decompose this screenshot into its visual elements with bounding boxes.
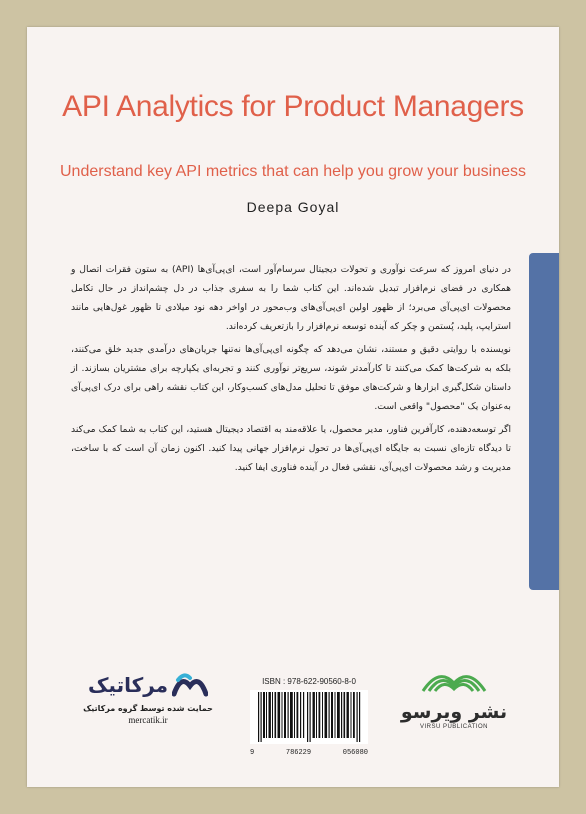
isbn-block (250, 677, 368, 757)
blurb (71, 260, 511, 481)
blurb-paragraph-2: نویسنده با روایتی دقیق و مستند، نشان می‌دهد که چگونه ای‌پی‌آی‌ها نه‌تنها جریان‌های درآمدی جدید خلق می‌کنند، بلکه به شرکت‌ها کمک می‌کنند تا کارآمدتر شوند، سریع‌تر نوآوری کنند و تجربه‌ای یکپارچه برای مشتریان بسازند. از داستان شکل‌گیری ابزارها و شرکت‌های موفق تا تحلیل مدل‌های کسب‌وکار، این کتاب نقشه راهی برای درک ای‌پی‌آی به‌عنوان یک "محصول" واقعی است. (71, 344, 511, 412)
isbn-label: ISBN : 978-622-90560-8-0 (262, 677, 356, 686)
side-color-tab (529, 253, 559, 590)
barcode-digit-prefix: 9 (250, 749, 255, 757)
virsu-publisher-block (399, 669, 509, 730)
book-subtitle: Understand key API metrics that can help you grow your business (59, 163, 526, 180)
website-text: mercatik.ir (128, 715, 168, 725)
mercatik-publisher-block (83, 672, 213, 725)
barcode-digits (250, 749, 368, 757)
book-back-cover (27, 27, 559, 787)
book-title: API Analytics for Product Managers (62, 90, 524, 123)
barcode-digit-group-1: 786229 (285, 749, 312, 757)
mercatik-wave-icon (172, 672, 208, 698)
mercatik-logo-text: مرکاتیک (87, 673, 169, 697)
blurb-paragraph-1: در دنیای امروز که سرعت نوآوری و تحولات دیجیتال سرسام‌آور است، ای‌پی‌آی‌ها (API) به ستون فقرات اتصال و همکاری در فضای نرم‌افزار تبدیل شده‌اند. این کتاب شما را به سفری جذاب در دل چشم‌انداز در حال تکامل محصولات ای‌پی‌آی می‌برد؛ از ظهور اولین ای‌پی‌آی‌های وب‌محور در اواخر دهه نود میلادی تا ظهور غول‌هایی مانند استرایپ، پلید، پُستمن و چکر که آینده توسعه نرم‌افزار را بازتعریف کرده‌اند. (71, 264, 511, 332)
sponsor-text: حمایت شده توسط گروه مرکاتیک (83, 704, 213, 713)
virsu-wave-icon (419, 669, 489, 695)
virsu-logo-text: نشر ویرسو (400, 701, 508, 723)
barcode-digit-group-2: 056080 (342, 749, 368, 757)
barcode (250, 690, 368, 744)
book-author: Deepa Goyal (246, 199, 340, 215)
virsu-logo-subtitle: VIRSU PUBLICATION (419, 724, 489, 730)
mercatik-logo (83, 672, 213, 698)
blurb-paragraph-3: اگر توسعه‌دهنده، کارآفرین فناور، مدیر محصول، یا علاقه‌مند به اقتصاد دیجیتال هستید، این کتاب به شما کمک می‌کند تا دیدگاه تازه‌ای نسبت به جایگاه ای‌پی‌آی‌ها در تحول نرم‌افزار جهانی پیدا کنید. اکنون زمان آن است که با ساخت، مدیریت و رشد محصولات ای‌پی‌آی، نقشی فعال در آینده فناوری ایفا کنید. (71, 424, 511, 473)
